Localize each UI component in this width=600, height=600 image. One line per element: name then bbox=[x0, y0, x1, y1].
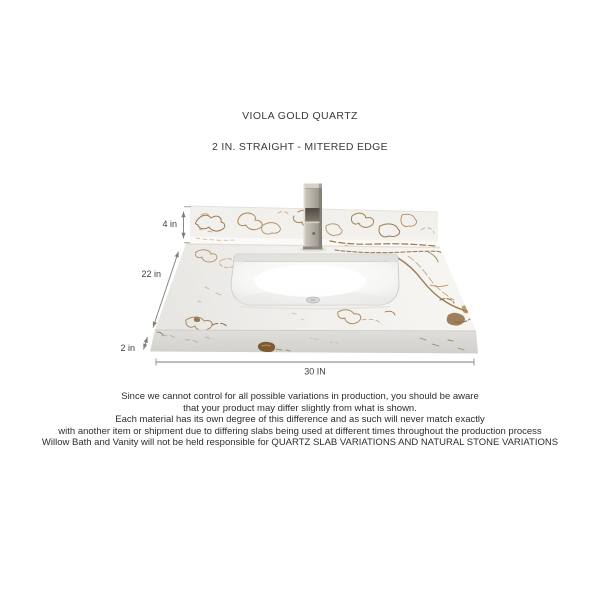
dimension-label-4in: 4 in bbox=[162, 219, 177, 229]
dimension-edge-thickness bbox=[120, 337, 147, 353]
dimension-label-30in: 30 IN bbox=[304, 366, 326, 377]
edge-style-subtitle: 2 IN. STRAIGHT - MITERED EDGE bbox=[212, 141, 388, 153]
dimension-label-22in: 22 in bbox=[141, 269, 161, 279]
dimension-label-2in: 2 in bbox=[120, 343, 135, 353]
countertop-front-edge bbox=[150, 330, 478, 354]
dimension-counter-width bbox=[156, 359, 474, 377]
disclaimer-line: with another item or shipment due to differing slabs being used at different times throughout the production process bbox=[58, 425, 542, 437]
disclaimer bbox=[0, 391, 600, 449]
disclaimer-line: Willow Bath and Vanity will not be held responsible for QUARTZ SLAB VARIATIONS AND NATURAL STONE VARIATIONS bbox=[41, 437, 559, 449]
disclaimer-line: Since we cannot control for all possible variations in production, you should be aware bbox=[121, 391, 479, 402]
sink-drain bbox=[307, 297, 320, 303]
sink-basin bbox=[228, 254, 402, 313]
dimension-backsplash-height bbox=[162, 207, 191, 243]
product-title: VIOLA GOLD QUARTZ bbox=[242, 110, 358, 122]
disclaimer-line: that your product may differ slightly from what is shown. bbox=[183, 402, 417, 414]
disclaimer-line: Each material has its own degree of this difference and as such will never match exactly bbox=[115, 414, 485, 426]
